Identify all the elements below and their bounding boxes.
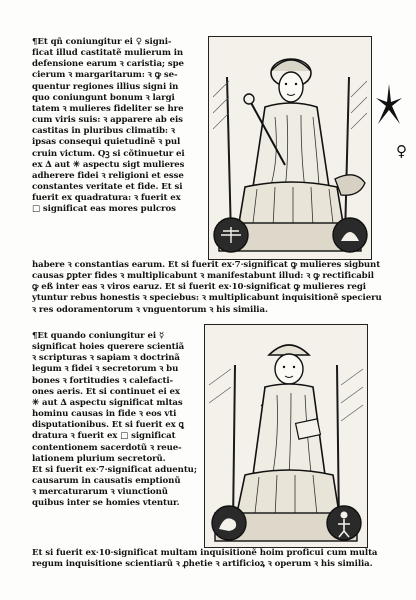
- text-line: habere ꝛ constantias earum. Et si fuerit ex·7·significat ꝙ mulieres sigbunt: [32, 260, 381, 270]
- text-line: lationem plurium secretorũ.: [32, 453, 166, 464]
- text-line: fuerit ex quadratura: ꝛ fuerit ex: [32, 193, 181, 204]
- text-line: ficat illud castitatẽ mulierum in: [32, 48, 184, 59]
- mercury-woodcut-drawing: [205, 325, 367, 547]
- text-line: causarum in causatis emptionũ: [32, 476, 181, 487]
- text-line: causas ꝑpter fides ꝛ multiplicabunt ꝛ manifestabunt illud: ꝛ ꝙ rectificabil: [32, 271, 374, 282]
- text-line: ✳ aut ∆ aspectu significat mltas: [32, 397, 183, 408]
- text-line: significat hoies querere scientiã: [32, 342, 185, 353]
- section-one-full-text: [32, 260, 404, 316]
- text-line: regum inquisitione scientiarũ ꝛ ꝓhetie ꝛ artificioꝝ ꝛ operum ꝛ his similia.: [32, 559, 373, 570]
- text-line: ones aeris. Et si continuet ei ex: [32, 386, 180, 397]
- text-line: cierum ꝛ margaritarum: ꝛ ꝙ se-: [32, 70, 178, 81]
- text-line: ꝛ scripturas ꝛ sapiam ꝛ doctrinã: [32, 353, 180, 364]
- text-line: ꝛ mercaturarum ꝛ viunctionũ: [32, 487, 168, 498]
- section-two-column-text: [32, 331, 200, 510]
- venus-woodcut-drawing: [209, 37, 371, 259]
- venus-symbol-icon: ♀: [396, 142, 407, 160]
- star-icon: [376, 84, 402, 128]
- venus-woodcut: [208, 36, 372, 260]
- text-line: contentionem sacerdotũ ꝛ reue-: [32, 442, 182, 453]
- section-two-full-text: [32, 548, 404, 570]
- text-line: legum ꝛ fidei ꝛ secretorum ꝛ bu: [32, 364, 179, 375]
- text-line: Et si fuerit ex·10·significat multam inquisitionẽ hoim proficui cum multa: [32, 548, 378, 558]
- text-line: □ significat eas mores pulcros: [32, 204, 176, 215]
- text-line: ¶Et qñ coniungitur ei ♀ signi-: [32, 37, 172, 47]
- mercury-woodcut: [204, 324, 368, 548]
- text-line: constantes veritate et fide. Et si: [32, 182, 183, 193]
- text-line: Et si fuerit ex·7·significat aduentu;: [32, 464, 197, 475]
- text-line: ytuntur rebus honestis ꝛ speciebus: ꝛ multiplicabunt inquisitionẽ specieru: [32, 293, 382, 304]
- text-line: bones ꝛ fortitudies ꝛ calefacti-: [32, 375, 174, 386]
- text-line: tatem ꝛ mulieres fideliter se hre: [32, 103, 184, 114]
- text-line: ex ∆ aut ✳ aspectu sigt mulieres: [32, 159, 185, 170]
- text-line: hominu causas in fide ꝛ eos vti: [32, 409, 177, 420]
- text-line: castitas in pluribus climatib: ꝛ: [32, 126, 175, 137]
- text-line: defensione earum ꝛ caristia; spe: [32, 59, 184, 70]
- text-line: quentur regiones illius signi in: [32, 81, 179, 92]
- section-one-column-text: [32, 37, 204, 216]
- text-line: quibus inter se homies vtentur.: [32, 498, 180, 509]
- text-line: disputationibus. Et si fuerit ex ꝗ: [32, 420, 184, 431]
- text-line: quo coniungunt bonum ꝛ largi: [32, 92, 175, 103]
- text-line: ꝙ eß inter eas ꝛ viros earuz. Et si fuerit ex·10·significat ꝙ mulieres regi: [32, 282, 366, 293]
- text-line: ꝛ res odoramentorum ꝛ vnguentorum ꝛ his similia.: [32, 304, 268, 315]
- text-line: cruin victum. Qꝫ si cõtinuetur ei: [32, 148, 185, 159]
- text-line: ¶Et quando coniungitur ei ☿: [32, 331, 165, 341]
- text-line: dratura ꝛ fuerit ex □ significat: [32, 431, 176, 442]
- text-line: adherere fidei ꝛ religioni et esse: [32, 170, 184, 181]
- text-line: ipsas consequi quietudinẽ ꝛ pul: [32, 137, 181, 148]
- leaf: [28, 28, 407, 580]
- text-line: cum viris suis: ꝛ apparere ab eis: [32, 115, 183, 126]
